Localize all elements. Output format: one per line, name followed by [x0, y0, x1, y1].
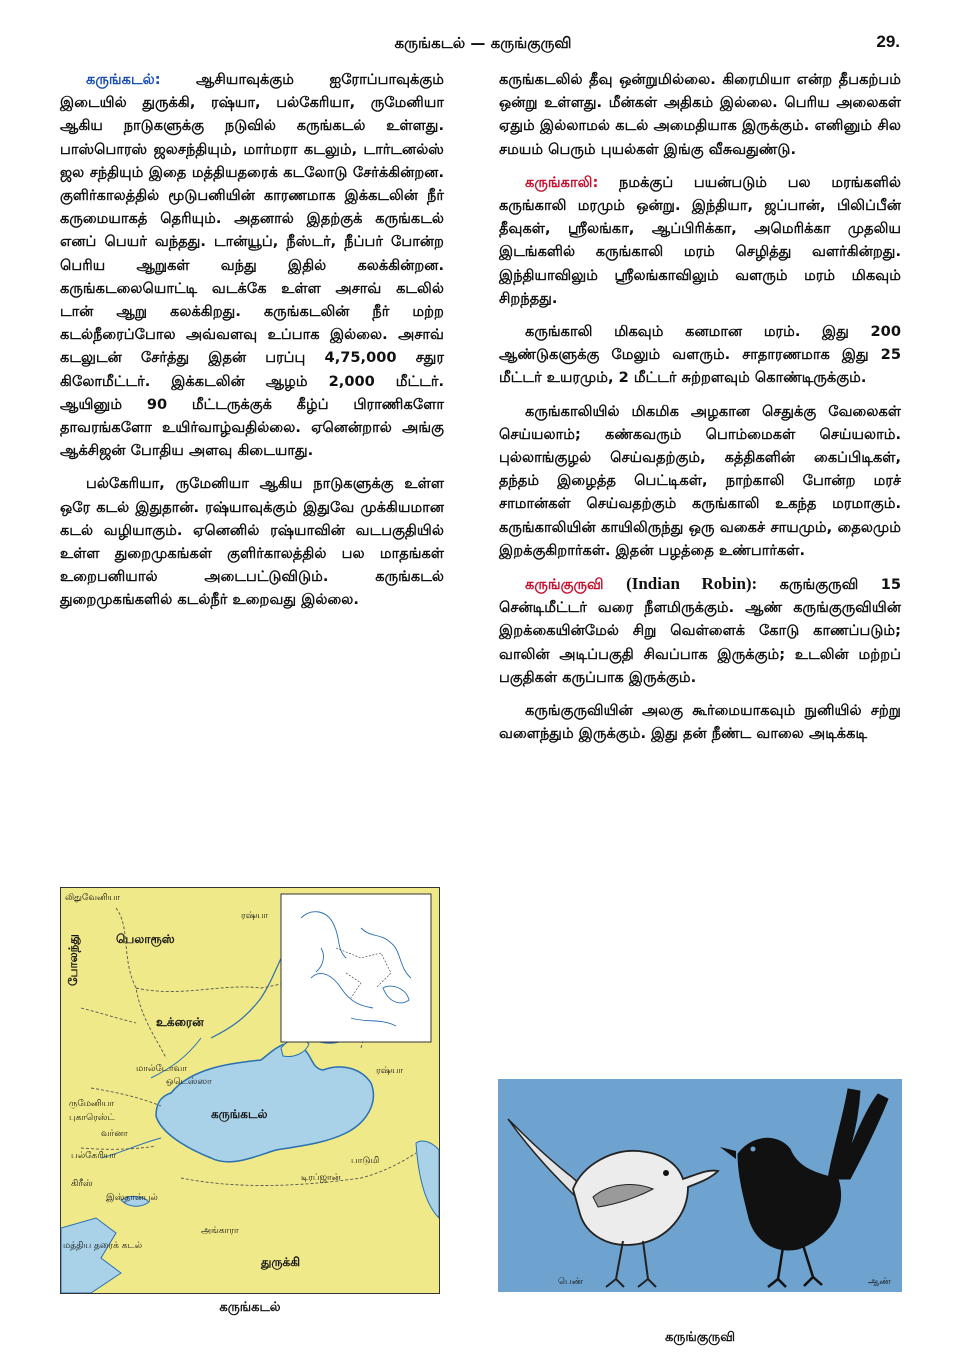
map-label-turkey: துருக்கி: [261, 1255, 301, 1269]
running-header: கருங்கடல் — கருங்குருவி: [394, 34, 572, 52]
map-label-greece: கிரீஸ்: [71, 1179, 93, 1189]
robin-svg: [498, 1079, 902, 1292]
map-label-batumi: பாடுமி: [351, 1156, 380, 1166]
map-label-bulgaria: பல்கேரியா: [71, 1151, 117, 1161]
robin-caption: கருங்குருவி: [664, 1330, 736, 1345]
map-label-varna: வர்னா: [101, 1129, 128, 1139]
map-label-belarus: பெலாரூஸ்: [116, 932, 175, 946]
black-sea-text-1: ஆசியாவுக்கும் ஐரோப்பாவுக்கும் இடையில் துருக்கி, ரஷ்யா, பல்கேரியா, ருமேனியா ஆகிய நாடுகளுக்கு நடுவில் கருங்கடல் உள்ளது. பாஸ்பொரஸ் ஜலசந்தியும், மார்மரா கடலும், டார்டனல்ஸ் ஜல சந்தியும் இதை மத்தியதரைக் கடலோடு சேர்க்கின்றன. குளிர்காலத்தில் மூடுபனியின் காரணமாக இக்கடலின் நீர் கருமையாகத் தெரியும். அதனால் இதற்குக் கருங்கடல் எனப் பெயர் வந்தது. டான்யூப், நீஸ்டர், நீப்பர் போன்ற பெரிய ஆறுகள் வந்து இதில் கலக்கின்றன. கருங்கடலையொட்டி வடக்கே உள்ள அசாவ் கடலில் டான் ஆறு கலக்கிறது. கருங்கடலின் நீர் மற்ற கடல்நீரைப்போல அவ்வளவு உப்பாக இல்லை. அசாவ் கடலுடன் சேர்த்து இதன் பரப்பு 4,75,000 சதுர கிலோமீட்டர். இக்கடலின் ஆழம் 2,000 மீட்டர். ஆயினும் 90 மீட்டருக்குக் கீழ்ப் பிராணிகளோ தாவரங்களோ உயிர்வாழ்வதில்லை. ஏனென்றால் அங்கு ஆக்சிஜன் போதிய அளவு கிடையாது.: [60, 71, 444, 460]
robin-paragraph-1: [499, 572, 901, 689]
map-svg: [61, 888, 439, 1293]
right-column: [499, 68, 901, 755]
map-label-istanbul: இஸ்தான்புல்: [106, 1193, 158, 1203]
robin-heading-english: (Indian Robin):: [626, 574, 758, 594]
black-sea-heading: கருங்கடல்:: [86, 71, 161, 88]
female-label: பெண்: [558, 1277, 584, 1287]
black-sea-paragraph-2: பல்கேரியா, ருமேனியா ஆகிய நாடுகளுக்கு உள்ள ஒரே கடல் இதுதான். ரஷ்யாவுக்கும் இதுவே முக்கியமான கடல் வழியாகும். ஏனெனில் ரஷ்யாவின் வடபகுதியில் உள்ள துறைமுகங்கள் குளிர்காலத்தில் பல மாதங்கள் உறைபனியால் அடைபட்டுவிடும். கருங்கடல் துறைமுகங்களில் கடல்நீர் உறைவது இல்லை.: [60, 475, 444, 609]
map-label-romania: ருமேனியா: [69, 1099, 115, 1109]
map-label-moldova: மால்டோவா: [136, 1064, 187, 1074]
map-label-trabzon: டிரப்ஜான்: [301, 1173, 341, 1183]
black-sea-paragraph-1: [60, 68, 444, 462]
map-label-poland: போலந்து: [66, 934, 80, 986]
map-label-russia-right: ரஷ்யா: [376, 1066, 404, 1076]
ebony-heading: கருங்காலி:: [525, 173, 599, 191]
robin-paragraph-2: கருங்குருவியின் அலகு கூர்மையாகவும் நுனியில் சற்று வளைந்தும் இருக்கும். இது தன் நீண்ட வாலை அடிக்கடி: [499, 702, 901, 743]
map-label-russia-top: ரஷ்யா: [241, 911, 269, 921]
map-label-black-sea: கருங்கடல்: [211, 1107, 268, 1121]
left-column: [60, 68, 444, 622]
map-label-bucharest: புகாரெஸ்ட்: [69, 1113, 115, 1123]
robin-text-1: கருங்குருவி 15 சென்டிமீட்டர் வரை நீளமிருக்கும். ஆண் கருங்குருவியின் இறக்கையின்மேல் சிறு வெள்ளைக் கோடு காணப்படும்; வாலின் அடிப்பகுதி சிவப்பாக இருக்கும்; உடலின் மற்றப் பகுதிகள் கருப்பாக இருக்கும்.: [499, 576, 901, 686]
ebony-paragraph-1: [499, 171, 901, 310]
robin-heading: கருங்குருவி: [525, 576, 604, 594]
map-label-lithuania: லிதுவேனியா: [65, 893, 121, 903]
robin-illustration: [498, 1079, 902, 1292]
black-sea-map: [60, 887, 440, 1294]
ebony-paragraph-3: கருங்காலியில் மிகமிக அழகான செதுக்கு வேலைகள் செய்யலாம்; கண்கவரும் பொம்மைகள் செய்யலாம். புல்லாங்குழல் செய்வதற்கும், கத்திகளின் கைப்பிடிகள், தந்தம் இழைத்த பெட்டிகள், நாற்காலி போன்ற மரச் சாமான்கள் செய்வதற்கும் கருங்காலி உகந்த மரமாகும். கருங்காலியின் காயிலிருந்து ஒரு வகைச் சாயமும், தைலமும் இறக்குகிறார்கள். இதன் பழத்தை உண்பார்கள்.: [499, 402, 901, 559]
male-label: ஆண்: [868, 1277, 891, 1287]
black-sea-paragraph-3: கருங்கடலில் தீவு ஒன்றுமில்லை. கிரைமியா என்ற தீபகற்பம் ஒன்று உள்ளது. மீன்கள் அதிகம் இல்லை. பெரிய அலைகள் ஏதும் இல்லாமல் கடல் அமைதியாக இருக்கும். எனினும் சில சமயம் பெரும் புயல்கள் இங்கு வீசுவதுண்டு.: [499, 71, 901, 158]
map-label-ukraine: உக்ரைன்: [156, 1015, 204, 1029]
ebony-paragraph-2: கருங்காலி மிகவும் கனமான மரம். இது 200 ஆண்டுகளுக்கு மேலும் வளரும். சாதாரணமாக இது 25 மீட்டர் உயரமும், 2 மீட்டர் சுற்றளவும் கொண்டிருக்கும்.: [499, 323, 901, 387]
map-label-mediterranean: மத்திய தரைக் கடல்: [63, 1241, 143, 1251]
map-label-odessa: ஒடெஸ்ஸா: [166, 1077, 212, 1087]
map-label-ankara: அங்காரா: [201, 1226, 239, 1236]
map-caption: கருங்கடல்: [219, 1300, 281, 1315]
page-number: 29.: [876, 32, 900, 51]
ebony-text-1: நமக்குப் பயன்படும் பல மரங்களில் கருங்காலி மரமும் ஒன்று. இந்தியா, ஜப்பான், பிலிப்பீன் தீவுகள், ஸ்ரீலங்கா, ஆப்பிரிக்கா, அமெரிக்கா முதலிய இடங்களில் கருங்காலி மரம் செழித்து வளர்கின்றது. இந்தியாவிலும் ஸ்ரீலங்காவிலும் வளரும் மரம் மிகவும் சிறந்தது.: [499, 173, 901, 307]
